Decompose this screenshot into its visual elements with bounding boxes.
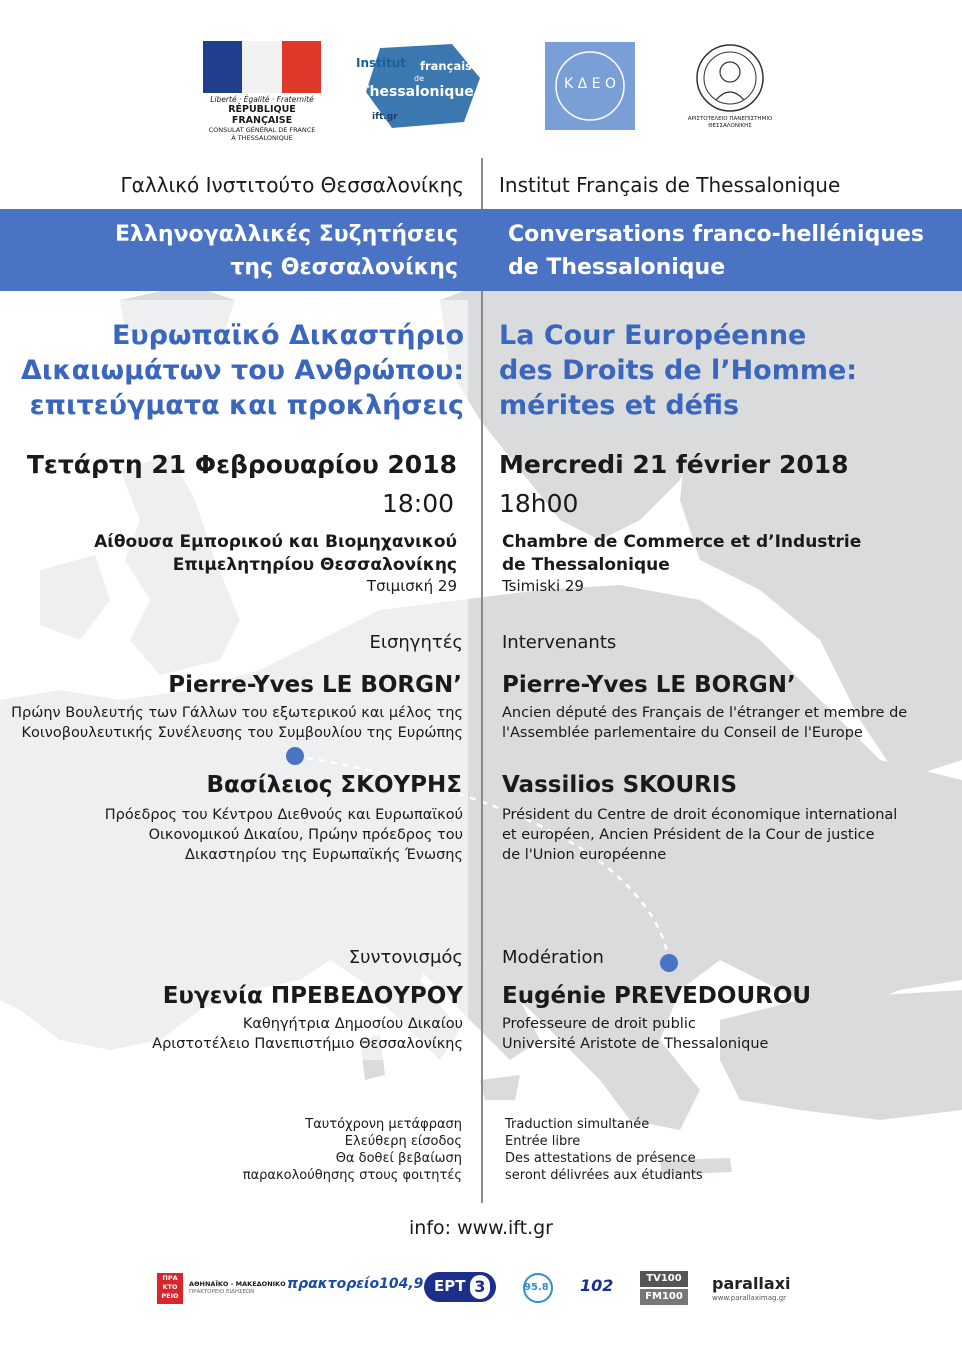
rf-name: RÉPUBLIQUE FRANÇAISE [228,104,296,126]
french-speaker2-name: Vassilios SKOURIS [502,772,738,798]
french-title-line3: mérites et défis [499,390,740,421]
cideo-logo [545,42,635,130]
radio-958-text: 95.8 [524,1282,549,1293]
greek-moderator-name: Ευγενία ΠΡΕΒΕΔΟΥΡΟΥ [162,983,463,1009]
auth-city: ΘΕΣΣΑΛΟΝΙΚΗΣ [708,123,752,129]
greek-time: 18:00 [381,489,454,518]
greek-note2: Ελεύθερη είσοδος [344,1134,462,1149]
ift-line3: de [414,74,424,83]
praktoreio-logo [157,1273,286,1305]
french-time: 18h00 [499,489,579,518]
greek-date: Τετάρτη 21 Φεβρουαρίου 2018 [26,450,457,479]
french-note4: seront délivrées aux étudiants [505,1168,703,1183]
auth-name: ΑΡΙΣΤΟΤΕΛΕΙΟ ΠΑΝΕΠΙΣΤΗΜΙΟ [687,116,773,122]
greek-venue-line2: Επιμελητηρίου Θεσσαλονίκης [172,555,457,575]
greek-moderator-desc2: Αριστοτέλειο Πανεπιστήμιο Θεσσαλονίκης [152,1036,463,1052]
french-venue-line2: de Thessalonique [502,555,670,575]
french-moderation-label: Modération [502,947,604,968]
french-institute-name: Institut Français de Thessalonique [499,173,841,197]
french-speaker2-desc1: Président du Centre de droit économique international [502,807,898,823]
french-series-line1: Conversations franco-helléniques [508,222,924,247]
ift-line2: français [420,59,472,73]
greek-note4: παρακολούθησης στους φοιτητές [242,1168,462,1183]
info-website[interactable]: info: www.ift.gr [409,1217,553,1239]
greek-note1: Ταυτόχρονη μετάφραση [305,1117,462,1132]
ift-line4: Thessalonique [360,84,474,100]
ert-number: 3 [470,1275,490,1299]
ift-url: ift.gr [372,112,398,122]
radio-958-logo [520,1272,560,1304]
parallaxi-url: www.parallaximag.gr [712,1294,787,1302]
french-speaker1-name: Pierre-Yves LE BORGN’ [502,672,796,698]
praktoreio-box: ΠΡΑ ΚΤΟ ΡΕΙΟ [157,1273,183,1304]
tv100-logo [640,1271,688,1305]
rf-city: À THESSALONIQUE [231,134,293,142]
praktoreio-line2: ΠΡΑΚΤΟΡΕΙΟ ΕΙΔΗΣΕΩΝ [189,1289,255,1295]
french-title-line1: La Cour Européenne [499,320,807,351]
french-note1: Traduction simultanée [505,1117,650,1132]
tv100-text: TV100 [640,1271,688,1287]
french-speaker2-desc2: et européen, Ancien Président de la Cour de justice [502,827,875,843]
greek-speaker2-desc2: Οικονομικού Δικαίου, Πρώην πρόεδρος του [148,827,463,843]
greek-moderation-label: Συντονισμός [348,947,463,968]
french-speakers-label: Intervenants [502,632,617,653]
greek-speaker1-desc2: Κοινοβουλευτικής Συνέλευσης του Συμβουλίου της Ευρώπης [21,725,463,741]
parallaxi-logo [712,1272,802,1306]
french-title-line2: des Droits de l’Homme: [499,355,858,386]
french-series-line2: de Thessalonique [508,255,726,280]
french-speaker1-desc2: l'Assemblée parlementaire du Conseil de l'Europe [502,725,863,741]
french-address: Tsimiski 29 [502,577,584,595]
greek-series-line1: Ελληνογαλλικές Συζητήσεις [115,222,458,247]
greek-speaker2-desc1: Πρόεδρος του Κέντρου Διεθνούς και Ευρωπαϊκού [104,807,463,823]
greek-speaker2-name: Βασίλειος ΣΚΟΥΡΗΣ [206,772,462,798]
french-date: Mercredi 21 février 2018 [499,450,849,479]
ert3-logo [424,1272,496,1302]
column-divider [481,158,483,1203]
parallaxi-text: parallaxi [712,1274,791,1293]
greek-series-line2: της Θεσσαλονίκης [230,255,458,280]
greek-venue-line1: Αίθουσα Εμπορικού και Βιομηχανικού [94,532,457,552]
ift-logo [352,42,484,130]
republique-francaise-logo [203,41,325,142]
greek-institute-name: Γαλλικό Ινστιτούτο Θεσσαλονίκης [120,173,464,197]
cideo-letters: Κ Δ Ε Ο [564,76,616,92]
rf-consulate: CONSULAT GÉNÉRAL DE FRANCE [208,126,316,134]
radio-102-text: 102 [580,1276,614,1295]
french-note3: Des attestations de présence [505,1151,696,1166]
greek-speakers-label: Εισηγητές [369,632,463,653]
ert-text: ΕΡΤ [434,1277,466,1295]
french-venue-line1: Chambre de Commerce et d’Industrie [502,532,862,552]
fm100-text: FM100 [640,1289,688,1305]
greek-speaker1-desc1: Πρώην Βουλευτής των Γάλλων του εξωτερικού και μέλος της [11,705,463,721]
greek-moderator-desc1: Καθηγήτρια Δημοσίου Δικαίου [242,1016,463,1032]
french-speaker2-desc3: de l'Union européenne [502,847,667,863]
french-moderator-desc2: Université Aristote de Thessalonique [502,1036,769,1052]
praktoreio-line1: ΑΘΗΝΑΪΚΟ - ΜΑΚΕΔΟΝΙΚΟ [189,1280,286,1288]
french-moderator-desc1: Professeure de droit public [502,1016,696,1032]
greek-note3: Θα δοθεί βεβαίωση [335,1151,462,1166]
greek-speaker2-desc3: Δικαστηρίου της Ευρωπαϊκής Ένωσης [185,847,463,863]
greek-title-line1: Ευρωπαϊκό Δικαστήριο [111,320,464,351]
greek-speaker1-name: Pierre-Yves LE BORGN’ [168,672,462,698]
ift-line1: Institut [356,56,407,70]
greek-address: Τσιμισκή 29 [366,577,457,595]
greek-title-line2: Δικαιωμάτων του Ανθρώπου: [20,355,464,386]
greek-title-line3: επιτεύγματα και προκλήσεις [29,390,464,421]
french-speaker1-desc1: Ancien député des Français de l'étranger et membre de [502,705,908,721]
french-note2: Entrée libre [505,1134,581,1149]
radio-102-logo [578,1272,614,1304]
rf-motto: Liberté · Égalité · Fraternité [210,95,314,104]
french-moderator-name: Eugénie PREVEDOUROU [502,983,812,1009]
praktoreio-fm-logo: πρακτορείο104,9 [287,1276,424,1292]
auth-logo [680,42,780,132]
